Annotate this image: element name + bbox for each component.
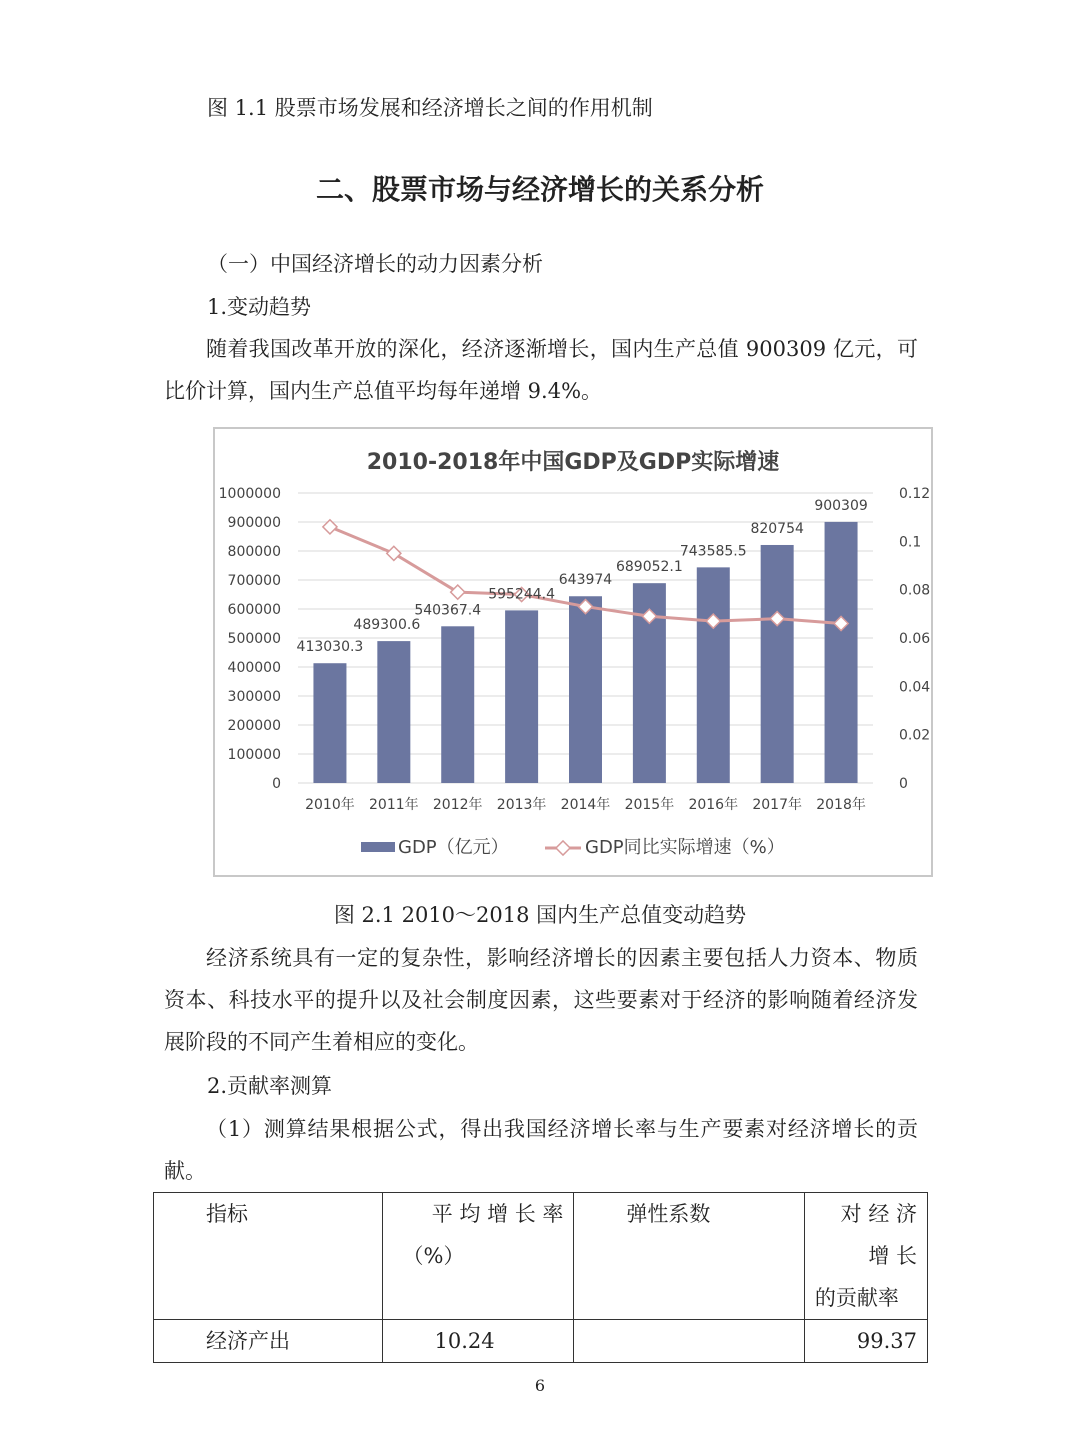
bar-data-label: 595244.4 <box>488 586 556 603</box>
row-contribution: 99.37 <box>856 1329 917 1353</box>
x-tick-label: 2014年 <box>560 797 611 813</box>
figure-caption-2: 图 2.1 2010～2018 国内生产总值变动趋势 <box>333 903 747 927</box>
bar-data-label: 540367.4 <box>414 602 482 619</box>
y-left-tick-label: 800000 <box>227 544 281 560</box>
table-header-cell <box>382 1193 574 1320</box>
subsection-title: （一）中国经济增长的动力因素分析 <box>207 252 543 276</box>
paragraph-1: 随着我国改革开放的深化，经济逐渐增长，国内生产总值 900309 亿元，可比价计算，国内生产总值平均每年递增 9.4%。 <box>164 337 918 403</box>
y-right-tick-label: 0 <box>899 776 908 792</box>
x-tick-label: 2013年 <box>496 797 547 813</box>
item-2-title: 2.贡献率测算 <box>207 1074 333 1098</box>
row-indicator: 经济产出 <box>206 1329 290 1353</box>
y-left-tick-label: 900000 <box>227 515 281 531</box>
paragraph-2: 经济系统具有一定的复杂性，影响经济增长的因素主要包括人力资本、物质资本、科技水平的提升以及社会制度因素，这些要素对于经济的影响随着经济发展阶段的不同产生着相应的变化。 <box>164 946 918 1054</box>
paragraph-3: （1）测算结果根据公式，得出我国经济增长率与生产要素对经济增长的贡献。 <box>164 1117 918 1183</box>
table-header-cell <box>574 1193 804 1320</box>
legend-marker-growth <box>556 841 570 855</box>
x-tick-label: 2012年 <box>432 797 483 813</box>
bar-data-label: 643974 <box>558 572 613 589</box>
y-right-tick-label: 0.1 <box>899 534 922 551</box>
y-left-tick-label: 400000 <box>227 660 281 676</box>
y-right-tick-label: 0.04 <box>899 679 931 696</box>
legend-label-gdp: GDP（亿元） <box>398 837 509 858</box>
x-tick-label: 2018年 <box>816 797 866 813</box>
y-left-tick-label: 100000 <box>227 747 281 763</box>
x-tick-label: 2015年 <box>624 797 675 813</box>
gdp-chart-svg <box>215 429 931 875</box>
y-left-tick-label: 1000000 <box>218 486 281 502</box>
row-growth-rate: 10.24 <box>434 1329 495 1353</box>
bar <box>569 596 602 783</box>
y-right-tick-label: 0.02 <box>899 727 931 744</box>
legend-label-growth: GDP同比实际增速（%） <box>585 837 785 858</box>
x-tick-label: 2011年 <box>369 797 419 813</box>
header-indicator: 指标 <box>206 1202 248 1226</box>
table-cell <box>574 1320 804 1363</box>
table-cell <box>382 1320 574 1363</box>
y-right-tick-label: 0.12 <box>899 486 931 502</box>
header-elasticity: 弹性系数 <box>626 1202 711 1226</box>
bar <box>377 641 410 783</box>
y-right-tick-label: 0.06 <box>899 631 931 647</box>
y-right-tick-label: 0.08 <box>899 582 931 599</box>
bar-data-label: 820754 <box>750 520 804 537</box>
bar <box>441 626 474 783</box>
x-tick-label: 2017年 <box>752 797 802 813</box>
header-contribution: 对 经 济 增 长 <box>840 1202 917 1268</box>
chart-title: 2010-2018年中国GDP及GDP实际增速 <box>366 450 780 475</box>
bar <box>313 663 346 783</box>
section-title: 二、股票市场与经济增长的关系分析 <box>315 173 764 206</box>
table-header-row <box>154 1193 928 1320</box>
bar <box>761 545 794 783</box>
x-tick-label: 2010年 <box>305 797 355 813</box>
growth-point <box>387 546 401 560</box>
bar-data-label: 413030.3 <box>296 639 364 656</box>
bar-data-label: 743585.5 <box>679 543 747 560</box>
y-left-tick-label: 300000 <box>227 689 281 705</box>
growth-point <box>451 585 465 599</box>
table-cell <box>154 1320 383 1363</box>
figure-caption-1: 图 1.1 股票市场发展和经济增长之间的作用机制 <box>207 96 653 120</box>
item-1-title: 1.变动趋势 <box>207 295 312 319</box>
legend-swatch-gdp <box>361 842 395 852</box>
table-header-cell <box>804 1193 927 1320</box>
y-left-tick-label: 500000 <box>227 631 281 647</box>
table-header-cell <box>154 1193 383 1320</box>
header-growth-rate: 平 均 增 长 率 <box>431 1202 564 1226</box>
y-left-tick-label: 0 <box>272 776 281 792</box>
header-contribution-2: 的贡献率 <box>814 1286 899 1310</box>
y-left-tick-label: 600000 <box>227 602 281 618</box>
bar-data-label: 489300.6 <box>353 617 421 634</box>
bar <box>697 567 730 783</box>
y-left-tick-label: 700000 <box>227 573 281 589</box>
bar <box>505 610 538 783</box>
gdp-chart <box>213 427 933 877</box>
bar <box>825 522 858 783</box>
table-cell <box>804 1320 927 1363</box>
contribution-table <box>153 1192 928 1363</box>
bar-data-label: 900309 <box>814 497 868 514</box>
table-row <box>154 1320 928 1363</box>
page-number: 6 <box>534 1376 546 1395</box>
header-growth-unit: （%） <box>402 1244 465 1268</box>
y-left-tick-label: 200000 <box>227 718 281 734</box>
x-tick-label: 2016年 <box>688 797 739 813</box>
bar-data-label: 689052.1 <box>615 559 683 576</box>
